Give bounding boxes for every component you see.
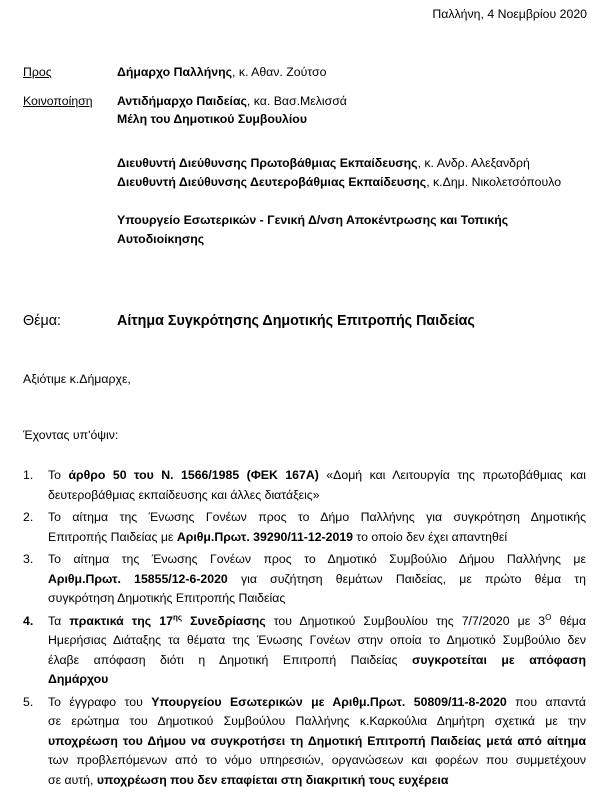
cc-label: Κοινοποίηση [23, 94, 93, 108]
text-run: του Δημοτικού Συμβουλίου της 7/7/2020 με 3 [265, 613, 546, 628]
list-item [0, 693, 586, 791]
superscript: Ο [545, 612, 552, 622]
list-item-line: υποχρέωση του Δήμου να συγκροτήσει τη Δημοτική Επιτροπή Παιδείας μετά από αίτημα [48, 733, 586, 748]
list-item-line [48, 693, 586, 713]
text-run: σε αυτή, [48, 772, 97, 787]
cc-recipient-3 [117, 154, 530, 174]
text-run: που απαντά [506, 694, 586, 709]
cc-recipient-3-name: , κ. Ανδρ. Αλεξανδρή [417, 156, 530, 170]
text-run-bold: υποχρέωση που δεν επαφίεται στη διακριτική τους ευχέρεια [96, 772, 449, 787]
text-run-bold: άρθρο 50 του Ν. 1566/1985 (ΦΕΚ 167Α) [68, 468, 319, 482]
text-run: Το έγγραφο του [48, 694, 152, 709]
list-item-line: Δημάρχου [48, 672, 109, 686]
subject-label: Θέμα: [23, 313, 61, 329]
text-run: «Δομή και Λειτουργία της πρωτοβάθμιας και [318, 468, 586, 482]
list-item [0, 466, 586, 505]
cc-recipient-5-cont: Αυτοδιοίκησης [117, 232, 205, 246]
list-item-line [48, 570, 586, 590]
list-item-line [48, 771, 586, 791]
list-item-line: των προβλεπόμενων από το νόμο υπηρεσιών, οργανώσεων και φορέων που συμμετέχουν [48, 753, 586, 767]
text-run: Το [48, 468, 69, 482]
text-run: Τα [48, 613, 70, 628]
list-item-number: 4. [23, 613, 34, 628]
to-label: Προς [23, 65, 52, 79]
list-item [0, 508, 586, 547]
list-item-number: 2. [23, 510, 34, 524]
list-item [0, 612, 586, 690]
subject-text: Αίτημα Συγκρότησης Δημοτικής Επιτροπής Παιδείας [117, 313, 475, 329]
cc-recipient-2: Μέλη του Δημοτικού Συμβουλίου [117, 112, 307, 126]
text-run: Επιτροπής Παιδείας με [48, 529, 177, 544]
text-run-bold: Αριθμ.Πρωτ. 39290/11-12-2019 [176, 529, 354, 544]
cc-recipient-5: Υπουργείο Εσωτερικών - Γενική Δ/νση Αποκέντρωσης και Τοπικής [117, 213, 509, 227]
text-run: έλαβε απόφαση διότι η Δημοτική Επιτροπή Παιδείας [48, 652, 412, 667]
superscript: ης [172, 612, 182, 622]
to-recipient [117, 63, 326, 83]
list-item-number: 3. [23, 552, 34, 566]
text-run-bold: Υπουργείου Εσωτερικών με Αριθμ.Πρωτ. 50809/11-8-2020 [151, 694, 507, 709]
cc-recipient-1-title: Αντιδήμαρχο Παιδείας [117, 94, 247, 108]
list-item-line: συγκρότηση Δημοτικής Επιτροπής Παιδείας [48, 591, 286, 605]
list-item-line: Το αίτημα της Ένωσης Γονέων προς το Δήμο Παλλήνης για συγκρότηση Δημοτικής [48, 510, 586, 524]
text-run-bold: Συνεδρίασης [182, 613, 266, 628]
text-run-bold: πρακτικά της 17 [69, 613, 173, 628]
list-item-line: Ημερήσιας Διάταξης τα θέματα της Ένωσης Γονέων στην οποία το Δημοτικό Συμβούλιο δεν [48, 633, 586, 647]
list-item-line [48, 651, 586, 671]
considering-heading: Έχοντας υπ'όψιν: [23, 428, 119, 442]
considerations-list [0, 466, 586, 793]
list-item-line [48, 528, 586, 548]
list-item-line: δευτεροβάθμιας εκπαίδευσης και άλλες διατάξεις» [48, 487, 320, 502]
cc-recipient-4 [117, 173, 561, 193]
list-item-number: 5. [23, 694, 34, 709]
cc-recipient-4-name: , κ.Δημ. Νικολετσόπουλο [426, 175, 562, 189]
cc-recipient-1-name: , κα. Βασ.Μελισσά [246, 94, 347, 108]
list-item-number: 1. [23, 468, 34, 482]
text-run: θέμα [551, 613, 586, 628]
text-run: για συζήτηση θεμάτων Παιδείας, με πρώτο θέμα τη [227, 571, 586, 586]
to-detail: , κ. Αθαν. Ζούτσο [231, 65, 327, 79]
list-item-line [48, 612, 586, 632]
text-run-bold: συγκροτείται με απόφαση [411, 652, 586, 667]
list-item-line: σε ερώτημα του Δημοτικού Συμβούλου Παλλήνης κ.Καρκούλια Δημήτρη σχετικά με την [48, 714, 586, 728]
cc-recipient-3-title: Διευθυντή Διεύθυνσης Πρωτοβάθμιας Εκπαίδευσης [117, 156, 418, 170]
to-name: Δήμαρχο Παλλήνης [117, 65, 232, 79]
letter-date: Παλλήνη, 4 Νοεμβρίου 2020 [432, 7, 587, 21]
text-run: το οποίο δεν έχει απαντηθεί [353, 529, 508, 544]
text-run-bold: Αριθμ.Πρωτ. 15855/12-6-2020 [48, 571, 228, 586]
cc-recipient-4-title: Διευθυντή Διεύθυνσης Δευτεροβάθμιας Εκπαίδευσης [117, 175, 427, 189]
list-item-line: Το αίτημα της Ένωσης Γονέων προς το Δημοτικό Συμβούλιο Δήμου Παλλήνης με [48, 552, 586, 566]
list-item [0, 550, 586, 609]
cc-recipient-1 [117, 92, 347, 112]
list-item-line [48, 466, 586, 486]
greeting: Αξιότιμε κ.Δήμαρχε, [23, 372, 131, 386]
